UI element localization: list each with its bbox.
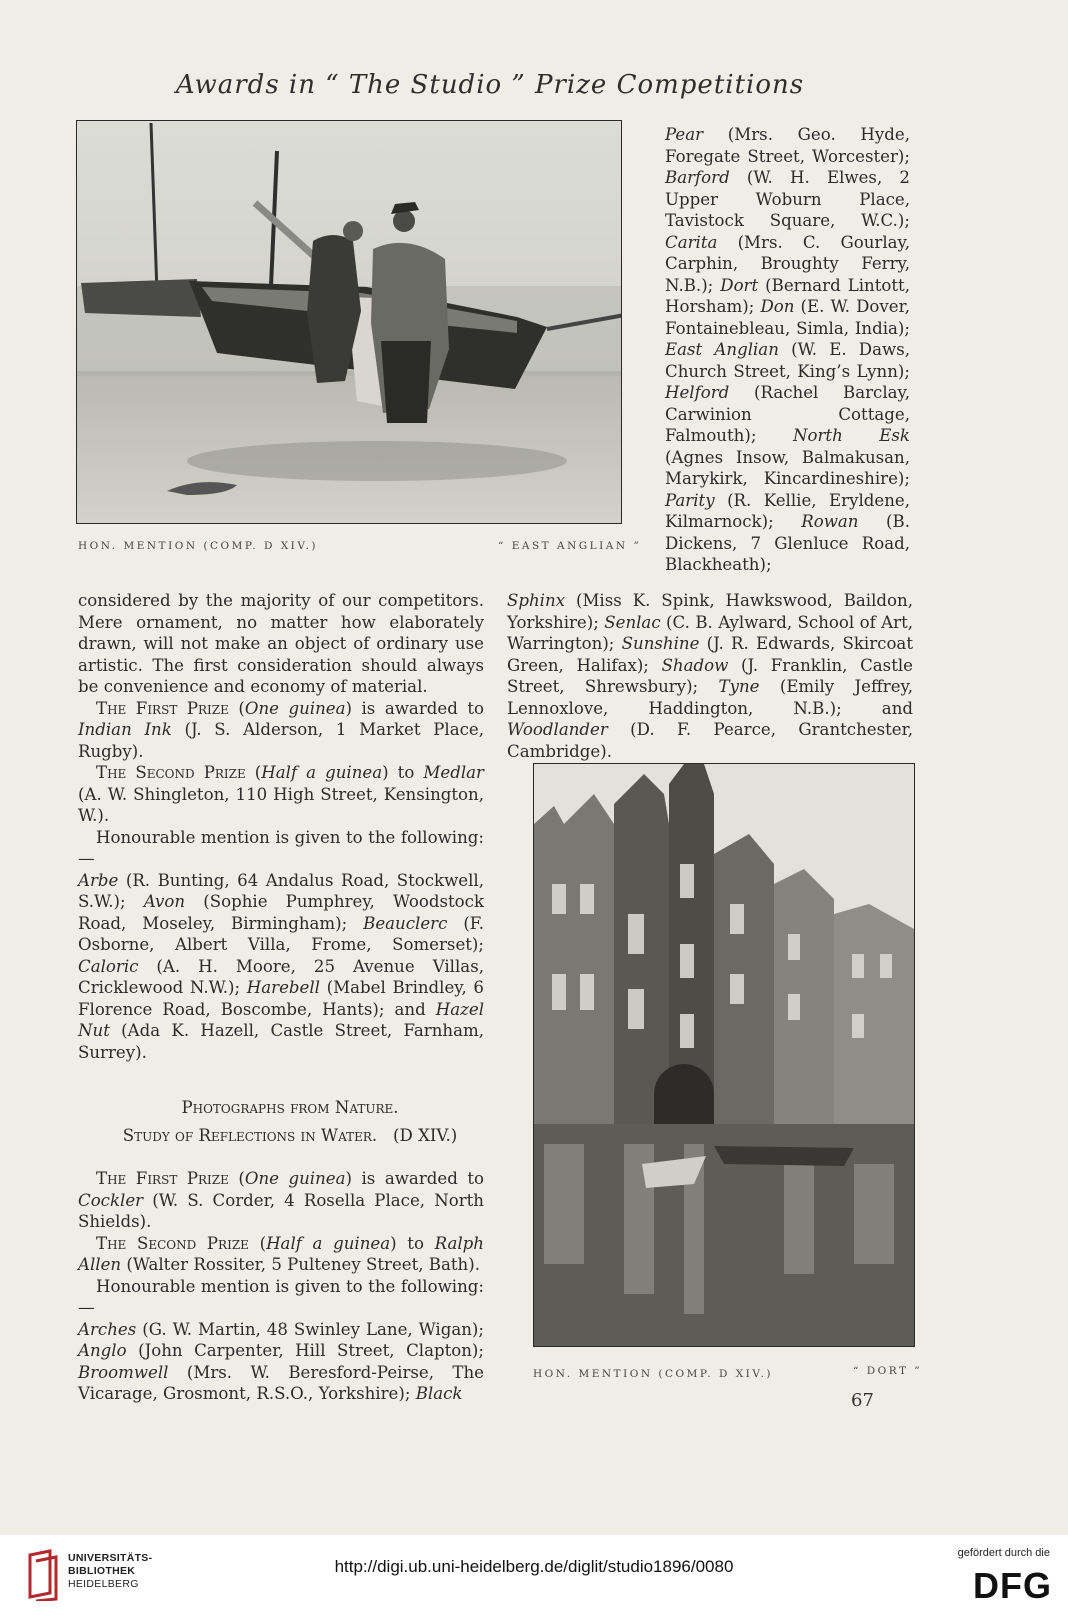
footer-bar xyxy=(0,1535,1068,1615)
funded-by-label: gefördert durch die xyxy=(957,1547,1050,1559)
paragraph-second-prize-2: The Second Prize (Half a guinea) to Ralph Allen (Walter Rossiter, 5 Pulteney Street, Bath). xyxy=(78,1233,484,1274)
photo1-caption-right: “ EAST ANGLIAN ” xyxy=(498,540,642,552)
paragraph-first-prize: The First Prize (One guinea) is awarded to Indian Ink (J. S. Alderson, 1 Market Place, Rugby). xyxy=(78,698,485,761)
section-heading-photographs: Photographs from Nature. xyxy=(181,1098,399,1117)
paragraph-first-prize-2: The First Prize (One guinea) is awarded to Cockler (W. S. Corder, 4 Rosella Place, North Shields). xyxy=(78,1169,484,1231)
library-name: UNIVERSITÄTS- BIBLIOTHEK HEIDELBERG xyxy=(68,1552,153,1590)
paragraph-second-prize: The Second Prize (Half a guinea) to Medlar (A. W. Shingleton, 110 High Street, Kensington, W.). xyxy=(78,763,484,825)
paragraph-honourable-intro: Honourable mention is given to the following:— xyxy=(78,827,484,868)
photo2-caption-left: HON. MENTION (COMP. D XIV.) xyxy=(533,1368,774,1380)
paragraph-honourable-intro-2: Honourable mention is given to the following:— xyxy=(78,1276,484,1317)
section-heading-reflections: Study of Reflections in Water. (D XIV.) xyxy=(122,1125,458,1145)
paragraph-honourable-list-1: Arbe (R. Bunting, 64 Andalus Road, Stockwell, S.W.); Avon (Sophie Pumphrey, Woodstock Road, Moseley, Birmingham); Beauclerc (F. Osborne, Albert Villa, Frome, Somerset); Caloric (A. H. Moore, 25 Avenue Villas, Cricklewood N.W.); Harebell (Mabel Brindley, 6 Florence Road, Boscombe, Hants); and Hazel Nut (Ada K. Hazell, Castle Street, Farnham, Surrey). xyxy=(78,870,485,1062)
left-column xyxy=(78,590,484,1405)
right-column-upper xyxy=(665,124,910,576)
dfg-logo: DFG xyxy=(973,1565,1052,1606)
photo1-caption-left: HON. MENTION (COMP. D XIV.) xyxy=(78,540,319,552)
paragraph-honourable-list-3a: Pear (Mrs. Geo. Hyde, Foregate Street, Worcester); Barford (W. H. Elwes, 2 Upper Woburn Place, Tavistock Square, W.C.); Carita (Mrs. C. Gourlay, Carphin, Broughty Ferry, N.B.); Dort (Bernard Lintott, Horsham); Don (E. W. Dover, Fontainebleau, Simla, India); East Anglian (W. E. Daws, Church Street, King’s Lynn); Helford (Rachel Barclay, Carwinion Cottage, Falmouth); North Esk (Agnes Insow, Balmakusan, Marykirk, Kincardineshire); Parity (R. Kellie, Eryldene, Kilmarnock); Rowan (B. Dickens, 7 Glenluce Road, Blackheath); xyxy=(665,125,910,574)
photo2-caption-right: “ DORT ” xyxy=(853,1365,923,1377)
paragraph-honourable-list-3b: Sphinx (Miss K. Spink, Hawkswood, Baildon, Yorkshire); Senlac (C. B. Aylward, School of Art, Warrington); Sunshine (J. R. Edwards, Skircoat Green, Halifax); Shadow (J. Franklin, Castle Street, Shrewsbury); Tyne (Emily Jeffrey, Lennoxlove, Haddington, N.B.); and Woodlander (D. F. Pearce, Grantchester, Cambridge). xyxy=(507,591,914,761)
paragraph-honourable-list-2: Arches (G. W. Martin, 48 Swinley Lane, Wigan); Anglo (John Carpenter, Hill Street, Clapton); Broomwell (Mrs. W. Beresford-Peirse, The Vicarage, Grosmont, R.S.O., Yorkshire); Black xyxy=(78,1319,484,1403)
paragraph-intro: considered by the majority of our competitors. Mere ornament, no matter how elaborately drawn, will not make an object of ordinary use artistic. The first consideration should always be convenience and economy of material. xyxy=(78,591,484,696)
right-column-lower xyxy=(507,590,913,762)
source-url[interactable]: http://digi.ub.uni-heidelberg.de/diglit/studio1896/0080 xyxy=(334,1557,734,1576)
photo-fishermen-boat xyxy=(76,120,622,524)
running-title: Awards in “ The Studio ” Prize Competitions xyxy=(175,70,805,100)
page-number: 67 xyxy=(851,1390,874,1411)
photo-dort-canal xyxy=(533,763,915,1347)
